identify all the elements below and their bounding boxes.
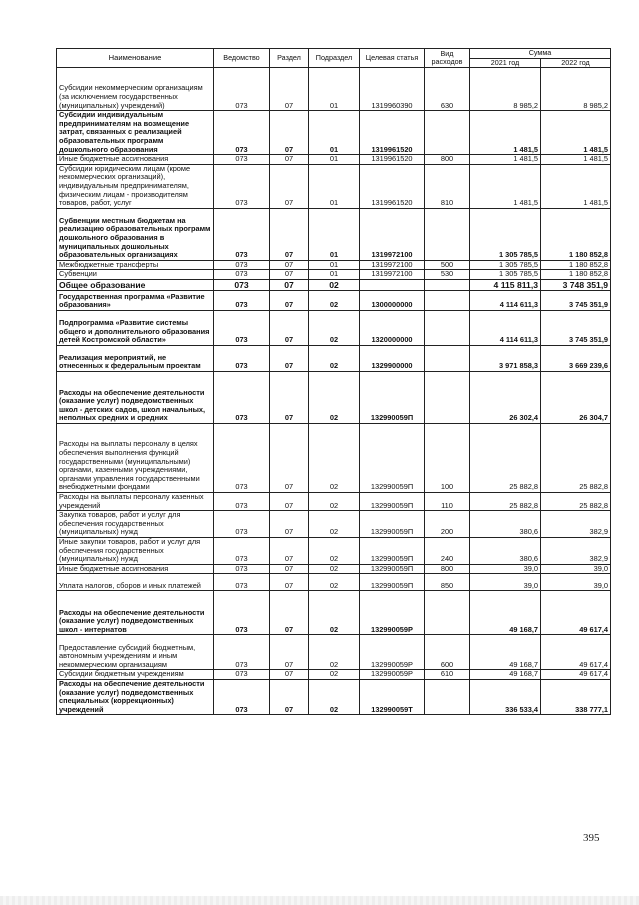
cell-target-article: 1320000000 xyxy=(360,310,425,345)
cell-razdel: 07 xyxy=(270,279,309,290)
cell-name: Реализация мероприятий, не отнесенных к федеральным проектам xyxy=(57,345,214,371)
cell-sum-2021: 1 481,5 xyxy=(470,111,541,155)
cell-vedomstvo: 073 xyxy=(214,155,270,165)
cell-sum-2022: 1 481,5 xyxy=(541,111,611,155)
table-row xyxy=(57,371,611,423)
cell-target-article: 132990059П xyxy=(360,564,425,574)
cell-podrazdel: 01 xyxy=(309,208,360,260)
cell-podrazdel: 02 xyxy=(309,564,360,574)
table-row xyxy=(57,635,611,670)
cell-razdel: 07 xyxy=(270,208,309,260)
cell-sum-2021: 1 481,5 xyxy=(470,155,541,165)
table-row xyxy=(57,345,611,371)
cell-razdel: 07 xyxy=(270,564,309,574)
cell-expense-type: 600 xyxy=(425,635,470,670)
cell-podrazdel: 01 xyxy=(309,164,360,208)
cell-podrazdel: 02 xyxy=(309,635,360,670)
cell-vedomstvo: 073 xyxy=(214,270,270,280)
cell-vedomstvo: 073 xyxy=(214,574,270,591)
cell-expense-type: 610 xyxy=(425,670,470,680)
cell-razdel: 07 xyxy=(270,574,309,591)
table-row xyxy=(57,208,611,260)
cell-name: Расходы на обеспечение деятельности (оказание услуг) подведомственных специальных (коррекционных) учреждений xyxy=(57,679,214,714)
cell-vedomstvo: 073 xyxy=(214,635,270,670)
cell-razdel: 07 xyxy=(270,164,309,208)
cell-razdel: 07 xyxy=(270,511,309,538)
cell-razdel: 07 xyxy=(270,492,309,510)
table-row xyxy=(57,423,611,492)
cell-sum-2021: 1 305 785,5 xyxy=(470,270,541,280)
cell-sum-2021: 25 882,8 xyxy=(470,423,541,492)
cell-sum-2022: 382,9 xyxy=(541,511,611,538)
header-vedomstvo: Ведомство xyxy=(214,49,270,68)
cell-target-article: 1329900000 xyxy=(360,345,425,371)
cell-name: Межбюджетные трансферты xyxy=(57,260,214,270)
cell-sum-2022: 8 985,2 xyxy=(541,68,611,111)
table-row xyxy=(57,511,611,538)
cell-target-article: 132990059П xyxy=(360,537,425,564)
cell-sum-2022: 49 617,4 xyxy=(541,591,611,635)
cell-target-article: 132990059П xyxy=(360,423,425,492)
cell-razdel: 07 xyxy=(270,68,309,111)
budget-table xyxy=(56,48,611,715)
header-year-2021: 2021 год xyxy=(470,58,541,68)
cell-expense-type: 240 xyxy=(425,537,470,564)
cell-target-article: 132990059Р xyxy=(360,670,425,680)
cell-target-article xyxy=(360,279,425,290)
cell-sum-2022: 39,0 xyxy=(541,564,611,574)
cell-name: Расходы на выплаты персоналу в целях обеспечения выполнения функций государственными (муниципальными) органами, казенными учреждениями, органами управления государственными внебюджетными фондами xyxy=(57,423,214,492)
cell-sum-2022: 1 481,5 xyxy=(541,164,611,208)
cell-vedomstvo: 073 xyxy=(214,310,270,345)
cell-razdel: 07 xyxy=(270,670,309,680)
cell-name: Субсидии индивидуальным предпринимателям на возмещение затрат, связанных с реализацией образовательных программ дошкольного образования xyxy=(57,111,214,155)
cell-podrazdel: 02 xyxy=(309,679,360,714)
cell-razdel: 07 xyxy=(270,270,309,280)
cell-target-article: 1319972100 xyxy=(360,260,425,270)
cell-sum-2022: 1 180 852,8 xyxy=(541,270,611,280)
cell-target-article: 1319961520 xyxy=(360,155,425,165)
cell-vedomstvo: 073 xyxy=(214,260,270,270)
scan-edge xyxy=(0,896,639,905)
cell-razdel: 07 xyxy=(270,591,309,635)
table-row xyxy=(57,68,611,111)
budget-document xyxy=(56,48,610,715)
cell-vedomstvo: 073 xyxy=(214,564,270,574)
cell-vedomstvo: 073 xyxy=(214,670,270,680)
cell-sum-2021: 4 114 611,3 xyxy=(470,290,541,310)
cell-target-article: 1319972100 xyxy=(360,208,425,260)
cell-sum-2021: 1 481,5 xyxy=(470,164,541,208)
cell-vedomstvo: 073 xyxy=(214,164,270,208)
cell-target-article: 132990059П xyxy=(360,492,425,510)
cell-target-article: 1319961520 xyxy=(360,111,425,155)
cell-name: Расходы на обеспечение деятельности (оказание услуг) подведомственных школ - детских садов, школ начальных, неполных средних и средних xyxy=(57,371,214,423)
cell-razdel: 07 xyxy=(270,423,309,492)
cell-expense-type xyxy=(425,679,470,714)
cell-sum-2021: 4 114 611,3 xyxy=(470,310,541,345)
cell-razdel: 07 xyxy=(270,537,309,564)
cell-sum-2022: 25 882,8 xyxy=(541,492,611,510)
cell-name: Субвенции xyxy=(57,270,214,280)
cell-vedomstvo: 073 xyxy=(214,371,270,423)
cell-sum-2021: 26 302,4 xyxy=(470,371,541,423)
cell-target-article: 132990059Р xyxy=(360,635,425,670)
cell-sum-2022: 1 481,5 xyxy=(541,155,611,165)
cell-sum-2021: 380,6 xyxy=(470,511,541,538)
cell-podrazdel: 01 xyxy=(309,68,360,111)
cell-sum-2021: 39,0 xyxy=(470,564,541,574)
header-name: Наименование xyxy=(57,49,214,68)
cell-name: Субсидии бюджетным учреждениям xyxy=(57,670,214,680)
cell-target-article: 132990059П xyxy=(360,371,425,423)
cell-sum-2021: 336 533,4 xyxy=(470,679,541,714)
cell-vedomstvo: 073 xyxy=(214,290,270,310)
cell-sum-2022: 49 617,4 xyxy=(541,670,611,680)
cell-expense-type xyxy=(425,111,470,155)
header-sum: Сумма xyxy=(470,49,611,59)
cell-vedomstvo: 073 xyxy=(214,511,270,538)
cell-sum-2022: 26 304,7 xyxy=(541,371,611,423)
cell-podrazdel: 02 xyxy=(309,371,360,423)
cell-vedomstvo: 073 xyxy=(214,423,270,492)
cell-sum-2022: 3 745 351,9 xyxy=(541,290,611,310)
cell-expense-type: 850 xyxy=(425,574,470,591)
cell-expense-type xyxy=(425,371,470,423)
cell-vedomstvo: 073 xyxy=(214,345,270,371)
cell-expense-type xyxy=(425,591,470,635)
cell-podrazdel: 02 xyxy=(309,279,360,290)
cell-name: Субсидии некоммерческим организациям (за исключением государственных (муниципальных) учреждений) xyxy=(57,68,214,111)
cell-vedomstvo: 073 xyxy=(214,111,270,155)
cell-razdel: 07 xyxy=(270,345,309,371)
cell-name: Расходы на выплаты персоналу казенных учреждений xyxy=(57,492,214,510)
table-row xyxy=(57,492,611,510)
cell-sum-2021: 49 168,7 xyxy=(470,670,541,680)
cell-expense-type: 530 xyxy=(425,270,470,280)
cell-target-article: 1319972100 xyxy=(360,270,425,280)
cell-sum-2022: 338 777,1 xyxy=(541,679,611,714)
cell-name: Уплата налогов, сборов и иных платежей xyxy=(57,574,214,591)
page-number: 395 xyxy=(583,832,600,844)
cell-expense-type xyxy=(425,310,470,345)
cell-expense-type: 500 xyxy=(425,260,470,270)
cell-sum-2022: 3 669 239,6 xyxy=(541,345,611,371)
cell-vedomstvo: 073 xyxy=(214,68,270,111)
cell-vedomstvo: 073 xyxy=(214,679,270,714)
cell-sum-2022: 3 748 351,9 xyxy=(541,279,611,290)
cell-target-article: 132990059П xyxy=(360,511,425,538)
cell-podrazdel: 02 xyxy=(309,511,360,538)
cell-razdel: 07 xyxy=(270,111,309,155)
cell-podrazdel: 02 xyxy=(309,345,360,371)
header-podrazdel: Подраздел xyxy=(309,49,360,68)
cell-sum-2021: 39,0 xyxy=(470,574,541,591)
cell-target-article: 1300000000 xyxy=(360,290,425,310)
cell-podrazdel: 02 xyxy=(309,670,360,680)
cell-name: Предоставление субсидий бюджетным, автономным учреждениям и иным некоммерческим организациям xyxy=(57,635,214,670)
cell-sum-2021: 1 305 785,5 xyxy=(470,260,541,270)
cell-expense-type xyxy=(425,208,470,260)
cell-sum-2022: 382,9 xyxy=(541,537,611,564)
cell-name: Иные бюджетные ассигнования xyxy=(57,564,214,574)
cell-razdel: 07 xyxy=(270,260,309,270)
cell-target-article: 132990059Р xyxy=(360,591,425,635)
cell-sum-2022: 1 180 852,8 xyxy=(541,208,611,260)
cell-sum-2021: 25 882,8 xyxy=(470,492,541,510)
table-row xyxy=(57,310,611,345)
cell-podrazdel: 02 xyxy=(309,492,360,510)
table-row xyxy=(57,155,611,165)
cell-podrazdel: 02 xyxy=(309,310,360,345)
cell-podrazdel: 02 xyxy=(309,591,360,635)
cell-podrazdel: 01 xyxy=(309,111,360,155)
table-row xyxy=(57,564,611,574)
cell-name: Субвенции местным бюджетам на реализацию образовательных программ дошкольного образования в муниципальных дошкольных образовательных организациях xyxy=(57,208,214,260)
cell-vedomstvo: 073 xyxy=(214,591,270,635)
cell-razdel: 07 xyxy=(270,679,309,714)
cell-sum-2021: 49 168,7 xyxy=(470,635,541,670)
cell-expense-type: 110 xyxy=(425,492,470,510)
cell-sum-2021: 380,6 xyxy=(470,537,541,564)
cell-vedomstvo: 073 xyxy=(214,537,270,564)
cell-podrazdel: 02 xyxy=(309,537,360,564)
table-row xyxy=(57,679,611,714)
cell-vedomstvo: 073 xyxy=(214,492,270,510)
cell-sum-2022: 39,0 xyxy=(541,574,611,591)
cell-razdel: 07 xyxy=(270,155,309,165)
table-row xyxy=(57,279,611,290)
header-razdel: Раздел xyxy=(270,49,309,68)
cell-vedomstvo: 073 xyxy=(214,279,270,290)
cell-podrazdel: 01 xyxy=(309,260,360,270)
cell-sum-2022: 49 617,4 xyxy=(541,635,611,670)
cell-razdel: 07 xyxy=(270,371,309,423)
cell-podrazdel: 02 xyxy=(309,423,360,492)
cell-expense-type xyxy=(425,279,470,290)
cell-expense-type: 100 xyxy=(425,423,470,492)
cell-target-article: 1319961520 xyxy=(360,164,425,208)
cell-name: Закупка товаров, работ и услуг для обеспечения государственных (муниципальных) нужд xyxy=(57,511,214,538)
table-row xyxy=(57,290,611,310)
table-row xyxy=(57,670,611,680)
cell-name: Иные закупки товаров, работ и услуг для обеспечения государственных (муниципальных) нужд xyxy=(57,537,214,564)
table-header xyxy=(57,49,611,68)
table-row xyxy=(57,574,611,591)
cell-sum-2021: 4 115 811,3 xyxy=(470,279,541,290)
cell-expense-type xyxy=(425,345,470,371)
cell-sum-2021: 1 305 785,5 xyxy=(470,208,541,260)
cell-razdel: 07 xyxy=(270,310,309,345)
cell-name: Подпрограмма «Развитие системы общего и дополнительного образования детей Костромской области» xyxy=(57,310,214,345)
cell-name: Общее образование xyxy=(57,279,214,290)
cell-target-article: 1319960390 xyxy=(360,68,425,111)
cell-name: Субсидии юридическим лицам (кроме некоммерческих организаций), индивидуальным предпринимателям, физическим лицам - производителям товаров, работ, услуг xyxy=(57,164,214,208)
table-body xyxy=(57,68,611,715)
header-target-article: Целевая статья xyxy=(360,49,425,68)
header-year-2022: 2022 год xyxy=(541,58,611,68)
cell-podrazdel: 01 xyxy=(309,270,360,280)
cell-sum-2022: 3 745 351,9 xyxy=(541,310,611,345)
cell-expense-type: 800 xyxy=(425,155,470,165)
cell-sum-2022: 1 180 852,8 xyxy=(541,260,611,270)
cell-target-article: 132990059П xyxy=(360,574,425,591)
table-row xyxy=(57,270,611,280)
cell-name: Расходы на обеспечение деятельности (оказание услуг) подведомственных школ - интернатов xyxy=(57,591,214,635)
table-row xyxy=(57,164,611,208)
cell-name: Иные бюджетные ассигнования xyxy=(57,155,214,165)
cell-target-article: 132990059Т xyxy=(360,679,425,714)
table-row xyxy=(57,111,611,155)
cell-razdel: 07 xyxy=(270,635,309,670)
cell-expense-type: 810 xyxy=(425,164,470,208)
cell-sum-2021: 8 985,2 xyxy=(470,68,541,111)
cell-expense-type xyxy=(425,290,470,310)
cell-name: Государственная программа «Развитие образования» xyxy=(57,290,214,310)
cell-sum-2021: 49 168,7 xyxy=(470,591,541,635)
cell-podrazdel: 02 xyxy=(309,574,360,591)
cell-sum-2021: 3 971 858,3 xyxy=(470,345,541,371)
cell-podrazdel: 02 xyxy=(309,290,360,310)
cell-expense-type: 630 xyxy=(425,68,470,111)
cell-expense-type: 800 xyxy=(425,564,470,574)
cell-expense-type: 200 xyxy=(425,511,470,538)
cell-sum-2022: 25 882,8 xyxy=(541,423,611,492)
table-row xyxy=(57,537,611,564)
cell-razdel: 07 xyxy=(270,290,309,310)
cell-podrazdel: 01 xyxy=(309,155,360,165)
cell-vedomstvo: 073 xyxy=(214,208,270,260)
table-row xyxy=(57,591,611,635)
header-expense-type: Вид расходов xyxy=(425,49,470,68)
